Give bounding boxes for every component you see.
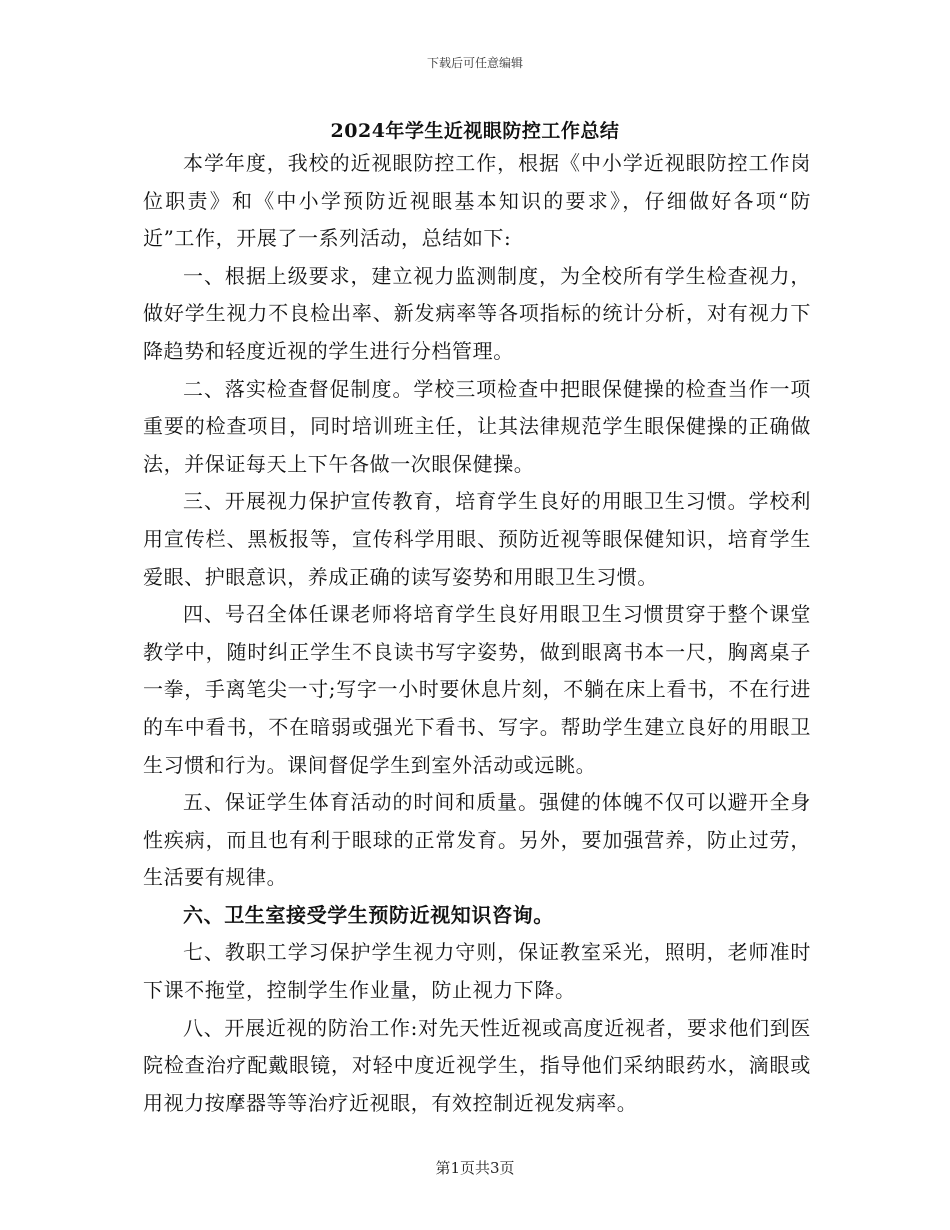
paragraph-item-4: 四、号召全体任课老师将培育学生良好用眼卫生习惯贯穿于整个课堂教学中，随时纠正学生不良读书写字姿势，做到眼离书本一尺，胸离桌子一拳，手离笔尖一寸;写字一小时要休息片刻，不躺在床上看书，不在行进的车中看书，不在暗弱或强光下看书、写字。帮助学生建立良好的用眼卫生习惯和行为。课间督促学生到室外活动或远眺。	[143, 602, 811, 777]
paragraph-item-6: 六、卫生室接受学生预防近视知识咨询。	[183, 902, 554, 927]
paragraph-item-2: 二、落实检查督促制度。学校三项检查中把眼保健操的检查当作一项重要的检查项目，同时培训班主任，让其法律规范学生眼保健操的正确做法，并保证每天上下午各做一次眼保健操。	[143, 376, 811, 476]
paragraph-item-7: 七、教职工学习保护学生视力守则，保证教室采光，照明，老师准时下课不拖堂，控制学生作业量，防止视力下降。	[143, 940, 811, 1003]
paragraph-item-8: 八、开展近视的防治工作:对先天性近视或高度近视者，要求他们到医院检查治疗配戴眼镜，对轻中度近视学生，指导他们采纳眼药水，滴眼或用视力按摩器等等治疗近视眼，有效控制近视发病率。	[143, 1015, 811, 1115]
paragraph-item-5: 五、保证学生体育活动的时间和质量。强健的体魄不仅可以避开全身性疾病，而且也有利于眼球的正常发育。另外，要加强营养，防止过劳，生活要有规律。	[143, 790, 811, 890]
document-body	[143, 145, 811, 1122]
document-title: 2024年学生近视眼防控工作总结	[330, 120, 620, 142]
header-note: 下载后可任意编辑	[426, 56, 523, 70]
paragraph-item-3: 三、开展视力保护宣传教育，培育学生良好的用眼卫生习惯。学校利用宣传栏、黑板报等，宣传科学用眼、预防近视等眼保健知识，培育学生爱眼、护眼意识，养成正确的读写姿势和用眼卫生习惯。	[143, 489, 811, 589]
paragraph-intro: 本学年度，我校的近视眼防控工作，根据《中小学近视眼防控工作岗位职责》和《中小学预防近视眼基本知识的要求》，仔细做好各项“防近”工作，开展了一系列活动，总结如下:	[143, 151, 811, 251]
paragraph-item-1: 一、根据上级要求，建立视力监测制度，为全校所有学生检查视力，做好学生视力不良检出率、新发病率等各项指标的统计分析，对有视力下降趋势和轻度近视的学生进行分档管理。	[143, 263, 811, 363]
page-number-footer: 第1页共3页	[435, 1159, 515, 1177]
